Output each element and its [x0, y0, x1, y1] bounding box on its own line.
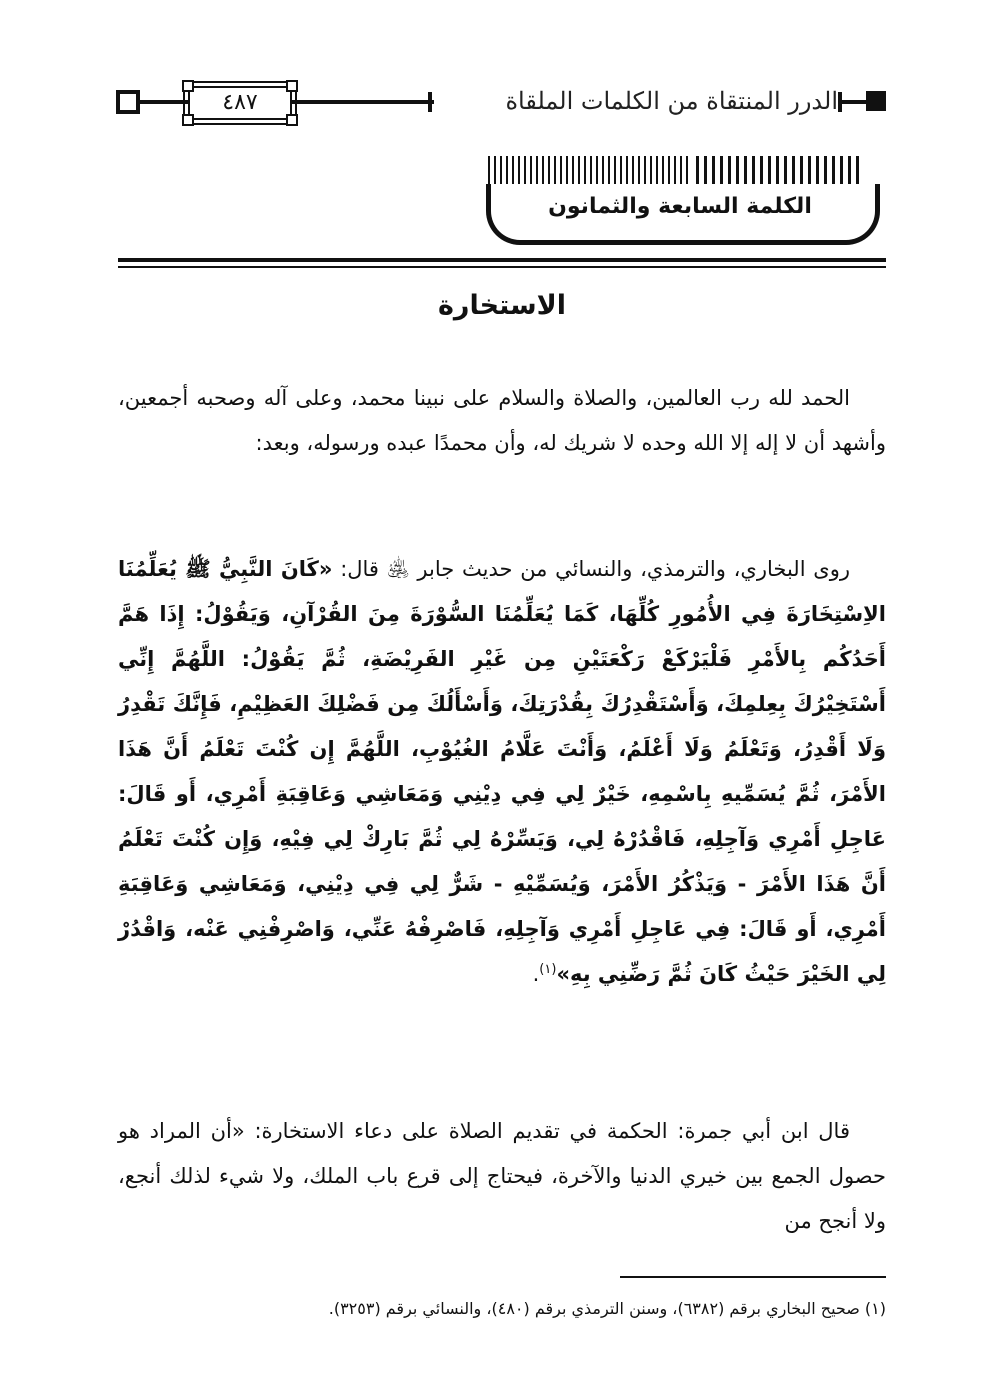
header-tick-left — [428, 92, 432, 112]
paragraph-hadith-text — [118, 547, 886, 997]
running-header — [116, 84, 886, 120]
frame-corner-ornament — [182, 114, 194, 126]
footnote-reference[interactable]: (١) — [539, 962, 557, 977]
page-number-frame — [188, 86, 292, 120]
filled-square-ornament — [866, 91, 886, 111]
open-square-ornament — [116, 90, 140, 114]
book-title: الدرر المنتقاة من الكلمات الملقاة — [505, 87, 838, 115]
footnote: (١) صحيح البخاري برقم (٦٣٨٢)، وسنن الترمذي برقم (٤٨٠)، والنسائي برقم (٣٢٥٣). — [328, 1299, 886, 1318]
frame-corner-ornament — [286, 80, 298, 92]
paragraph-commentary — [118, 1109, 886, 1244]
header-rule-left — [134, 100, 192, 104]
header-tick-right — [838, 92, 842, 112]
banner-comb-ornament — [488, 156, 688, 186]
banner-comb-ornament — [696, 156, 862, 186]
section-rule — [118, 258, 886, 262]
chapter-label: الكلمة السابعة والثمانون — [548, 194, 812, 219]
paragraph-opening — [118, 376, 886, 466]
hadith-text: «كَانَ النَّبِيُّ ﷺ يُعَلِّمُنَا الاِسْتِخَارَةَ فِي الأُمُورِ كُلِّهَا، كَمَا يُعَلِّمُنَا السُّوْرَةَ مِنَ القُرْآنِ، وَيَقُوْلُ: إِذَا هَمَّ أَحَدُكُم بِالأَمْرِ فَلْيَرْكَعْ رَكْعَتَيْنِ مِن غَيْرِ الفَرِيْضَةِ، ثُمَّ يَقُوْلُ: اللَّهُمَّ إِنِّي أَسْتَخِيْرُكَ بِعِلمِكَ، وَأَسْتَقْدِرُكَ بِقُدْرَتِكَ، وَأَسْأَلُكَ مِن فَضْلِكَ العَظِيْمِ، فَإِنَّكَ تَقْدِرُ وَلَا أَقْدِرُ، وَتَعْلَمُ وَلَا أَعْلَمُ، وَأَنْتَ عَلَّامُ الغُيُوْبِ، اللَّهُمَّ إِن كُنْتَ تَعْلَمُ أَنَّ هَذَا الأَمْرَ، ثُمَّ يُسَمِّيهِ بِاسْمِهِ، خَيْرٌ لِي فِي دِيْنِي وَمَعَاشِي وَعَاقِبَةِ أَمْرِي، أَو قَالَ: عَاجِلِ أَمْرِي وَآجِلِهِ، فَاقْدُرْهُ لِي، وَيَسِّرْهُ لِي ثُمَّ بَارِكْ لِي فِيْهِ، وَإِن كُنْتَ تَعْلَمُ أَنَّ هَذَا الأَمْرَ - وَيَذْكُرُ الأَمْرَ، وَيُسَمِّيْهِ - شَرٌّ لِي فِي دِيْنِي، وَمَعَاشِي وَعَاقِبَةِ أَمْرِي، أَو قَالَ: فِي عَاجِلِ أَمْرِي وَآجِلِهِ، فَاصْرِفْهُ عَنِّي، وَاصْرِفْنِي عَنْه، وَاقْدُرْ لِي الخَيْرَ حَيْثُ كَانَ ثُمَّ رَضِّنِي بِهِ» — [118, 557, 886, 986]
footnote-separator — [620, 1276, 886, 1278]
chapter-banner — [480, 150, 882, 250]
frame-corner-ornament — [286, 114, 298, 126]
hadith-end-mark: . — [532, 962, 540, 986]
paragraph-text: الحمد لله رب العالمين، والصلاة والسلام على نبينا محمد، وعلى آله وصحبه أجمعين، وأشهد أن لا إله إلا الله وحده لا شريك له، وأن محمدًا عبده ورسوله، وبعد: — [118, 386, 886, 455]
paragraph-hadith — [118, 547, 886, 997]
header-rule-right — [838, 100, 868, 104]
header-rule-middle — [292, 100, 434, 104]
frame-corner-ornament — [182, 80, 194, 92]
page-title: الاستخارة — [437, 290, 566, 321]
hadith-intro: روى البخاري، والترمذي، والنسائي من حديث جابر ﵁ قال: — [340, 557, 850, 581]
page-number: ٤٨٧ — [222, 90, 258, 115]
paragraph-text: قال ابن أبي جمرة: الحكمة في تقديم الصلاة على دعاء الاستخارة: «أن المراد هو حصول الجمع بين خيري الدنيا والآخرة، فيحتاج إلى قرع باب الملك، ولا شيء لذلك أنجع، ولا أنجح من — [118, 1119, 886, 1233]
section-rule-thin — [118, 266, 886, 268]
